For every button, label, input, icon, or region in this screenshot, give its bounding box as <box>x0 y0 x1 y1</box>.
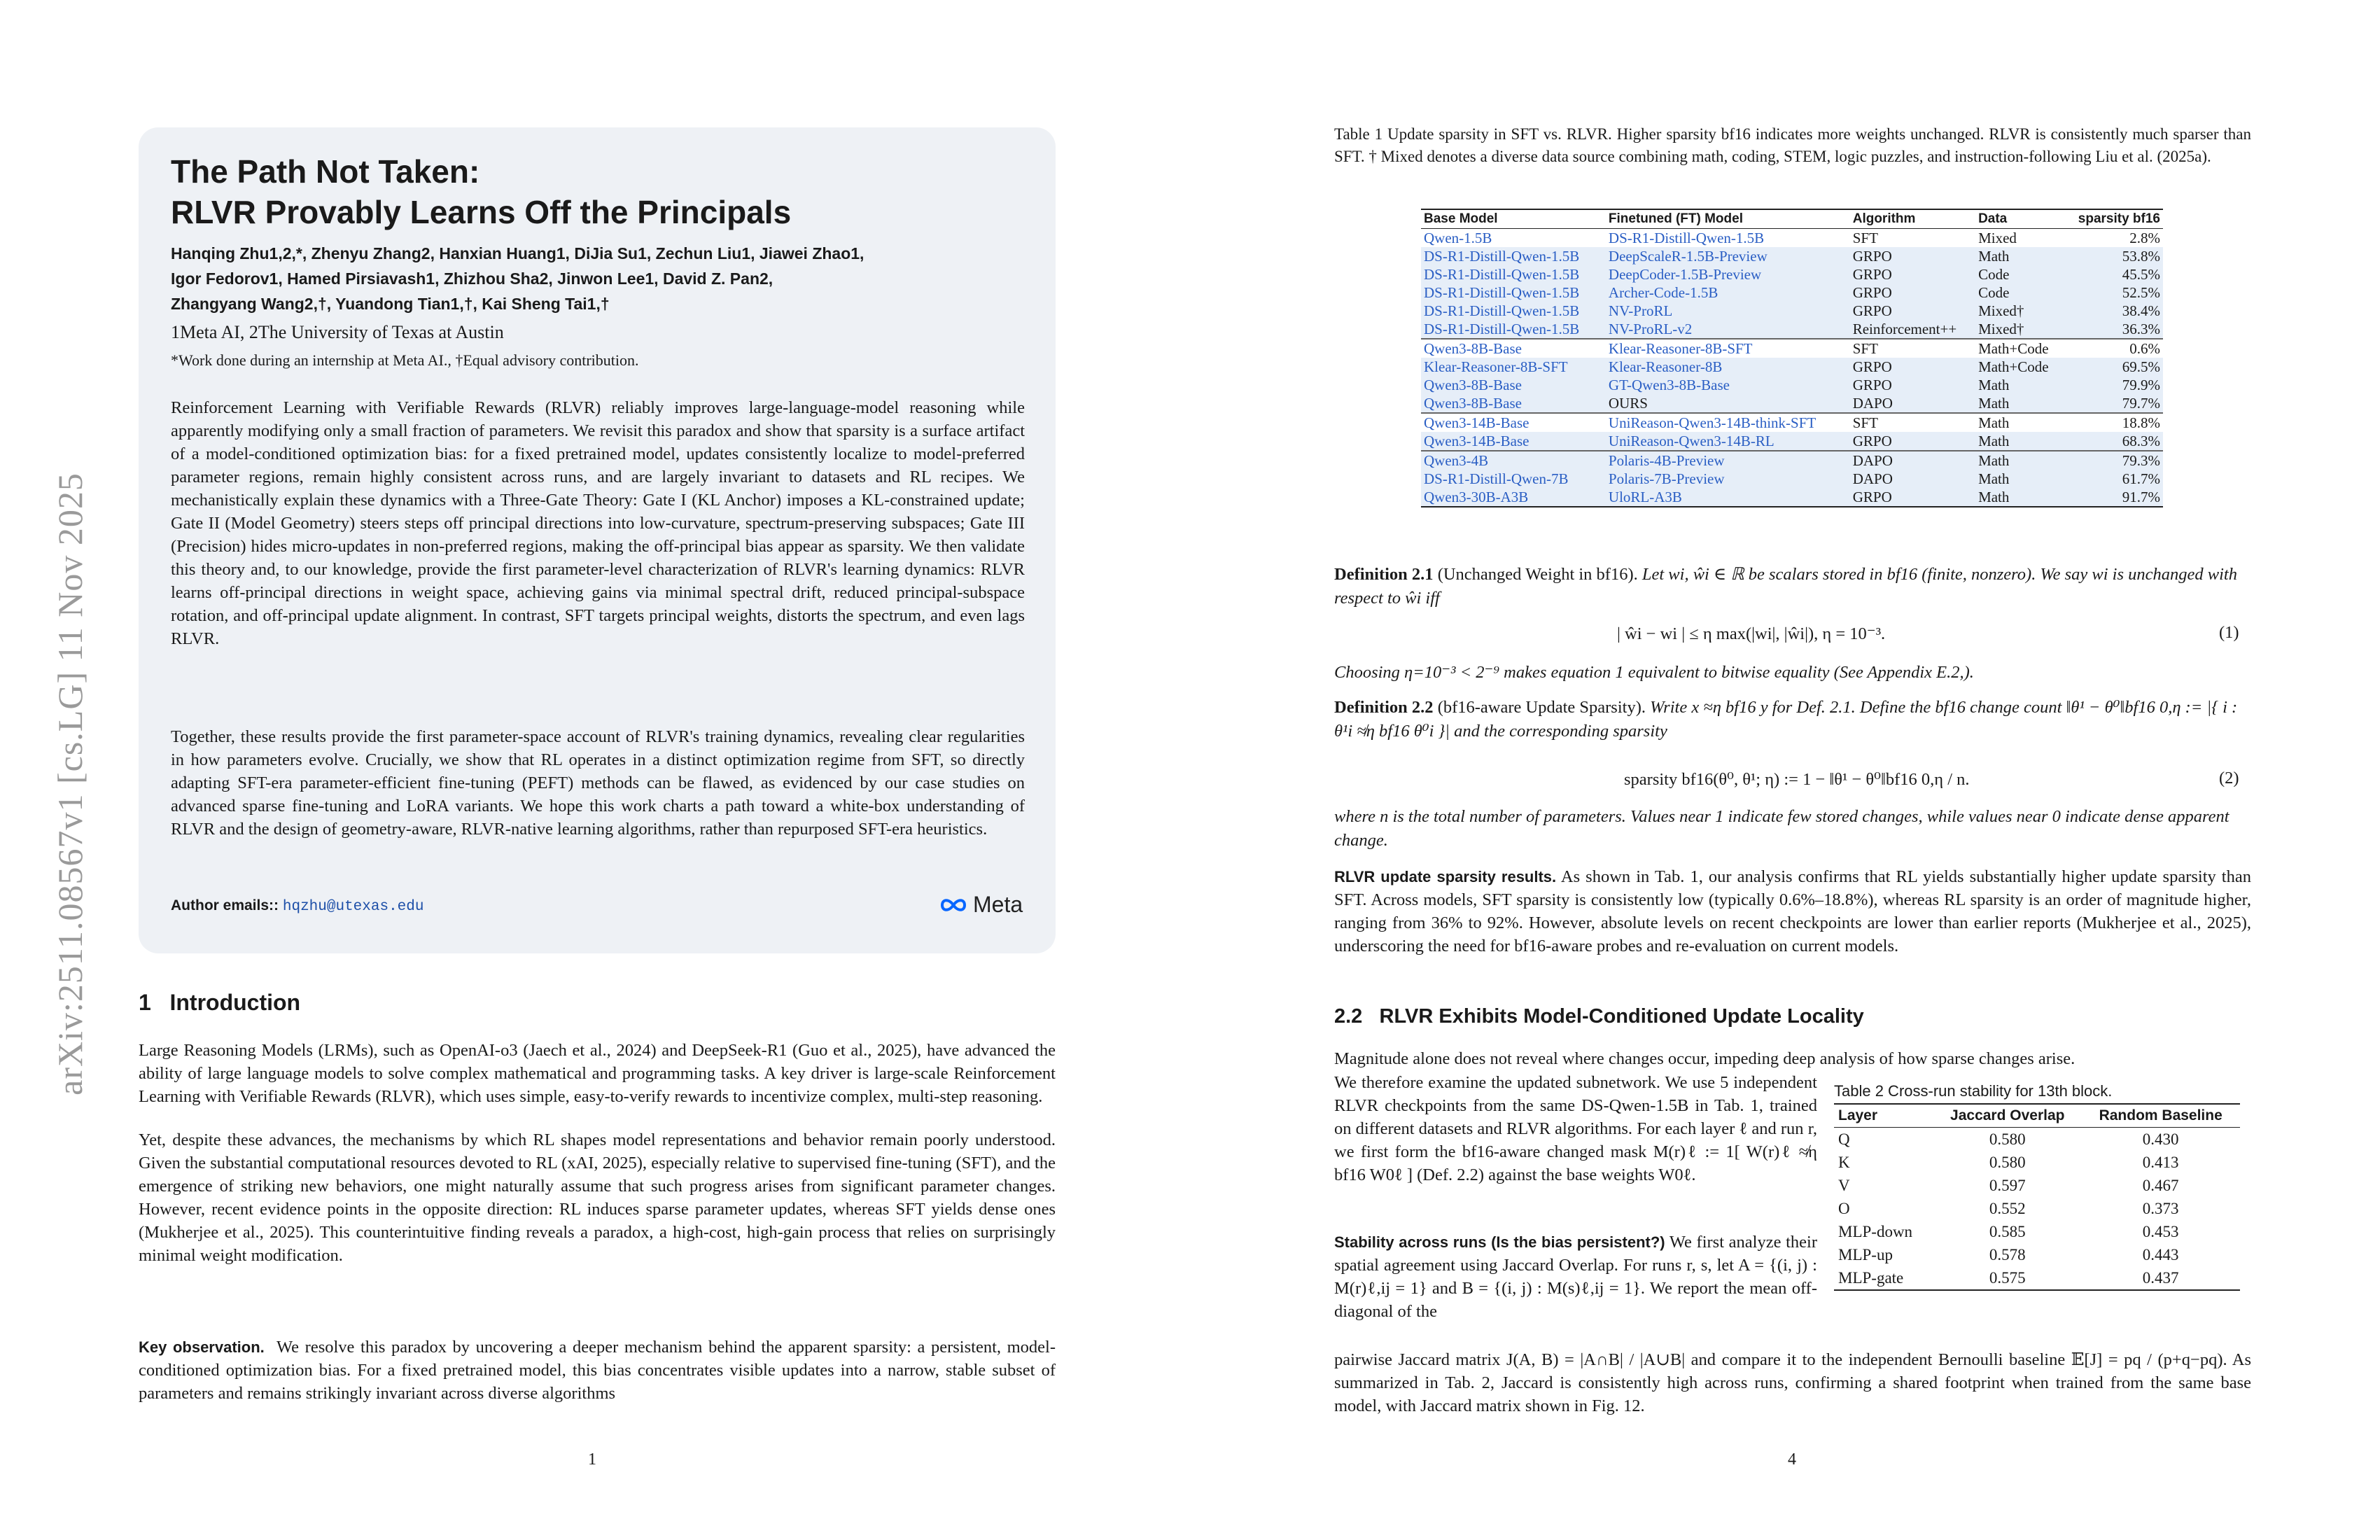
table2-cross-run-stability <box>1834 1103 2240 1291</box>
equation-1-number: (1) <box>2219 623 2239 642</box>
table2-cell: 0.575 <box>1933 1266 2081 1290</box>
table2-cell: K <box>1838 1154 1850 1171</box>
intro-paragraph-1: Large Reasoning Models (LRMs), such as OpenAI-o3 (Jaech et al., 2024) and DeepSeek-R1 (Guo et al., 2025), have advanced the ability of large language models to solve complex mathematical and programming tasks. A key driver is large-scale Reinforcement Learning with Verifiable Rewards (RLVR), which uses simple, easy-to-verify rewards to incentivize complex, multi-step reasoning. <box>139 1041 1056 1106</box>
table1-cell: GRPO <box>1850 302 1975 320</box>
table1-cell: 61.7% <box>2062 470 2163 488</box>
table1-cell[interactable]: GT-Qwen3-8B-Base <box>1606 376 1850 394</box>
table2-caption: Table 2 Cross-run stability for 13th block. <box>1834 1082 2113 1100</box>
table2-cell: 0.453 <box>2142 1223 2179 1240</box>
table1-cell: Math <box>1975 394 2062 413</box>
equation-1: | ŵi − wi | ≤ η max(|wi|, |ŵi|), η = 10⁻³. <box>1617 624 1886 643</box>
section-2-2-intro: Magnitude alone does not reveal where changes occur, impeding deep analysis of how sparse changes arise. <box>1334 1049 2076 1068</box>
table1-cell: Math <box>1975 247 2062 265</box>
page-number-left: 1 <box>588 1450 596 1469</box>
stability-paragraph: Stability across runs (Is the bias persistent?) We first analyze their spatial agreement using Jaccard Overlap. For runs r, s, let A = {(i, j) : M(r)ℓ,ij = 1} and B = {(i, j) : M(s)ℓ,ij = 1}. We report the mean off-diagonal of the <box>1334 1233 1818 1321</box>
table-row <box>1834 1266 2240 1290</box>
table1-cell: 79.3% <box>2062 451 2163 470</box>
table1-cell[interactable]: DS-R1-Distill-Qwen-7B <box>1421 470 1606 488</box>
table1-cell: Mixed† <box>1975 302 2062 320</box>
section-2-2-heading: 2.2 RLVR Exhibits Model-Conditioned Update Locality <box>1334 1005 1864 1028</box>
table-row <box>1421 339 2163 358</box>
affiliations: 1Meta AI, 2The University of Texas at Austin <box>171 322 504 342</box>
table1-cell: 36.3% <box>2062 320 2163 339</box>
table1-cell: GRPO <box>1850 247 1975 265</box>
table-row <box>1421 358 2163 376</box>
table-row <box>1834 1220 2240 1243</box>
table1-cell[interactable]: UniReason-Qwen3-14B-think-SFT <box>1606 413 1850 432</box>
table-row <box>1421 394 2163 413</box>
table1-cell: 2.8% <box>2129 230 2160 246</box>
table2-cell: 0.443 <box>2142 1246 2179 1264</box>
table1-cell: DAPO <box>1850 394 1975 413</box>
table1-cell: Math+Code <box>1975 339 2062 358</box>
intro-paragraph-2: Yet, despite these advances, the mechanisms by which RL shapes model representations and behavior remain poorly understood. Given the substantial computational resources devoted to RL (xAI, 2025), especially relative to supervised fine-tuning (SFT), and the emergence of striking new behaviors, one might naturally assume that such progress arises from significant parameter changes. However, recent evidence points in the opposite direction: RL induces sparse parameter updates, whereas SFT yields dense ones (Mukherjee et al., 2025). This counterintuitive finding reveals a paradox, a high-cost, high-gain process that relies on surprisingly minimal weight modification. <box>139 1130 1056 1265</box>
page-number-right: 4 <box>1788 1450 1796 1469</box>
table1-cell: Math <box>1975 376 2062 394</box>
table1-cell: SFT <box>1850 339 1975 358</box>
table1-cell: Math <box>1975 413 2062 432</box>
table-row <box>1421 229 2163 248</box>
table1-cell[interactable]: UniReason-Qwen3-14B-RL <box>1606 432 1850 451</box>
table1-cell: 38.4% <box>2062 302 2163 320</box>
table2-cell: 0.578 <box>1989 1246 2026 1264</box>
table1-cell: Mixed† <box>1975 320 2062 339</box>
table-row <box>1834 1174 2240 1197</box>
table1-header-cell: Algorithm <box>1850 209 1975 229</box>
table1-cell[interactable]: DeepCoder-1.5B-Preview <box>1606 265 1850 284</box>
table1-cell: 52.5% <box>2062 284 2163 302</box>
table-row <box>1421 302 2163 320</box>
author-list: Hanqing Zhu1,2,*, Zhenyu Zhang2, Hanxian Huang1, DiJia Su1, Zechun Liu1, Jiawei Zhao1, Igor Fedorov1, Hamed Pirsiavash1, Zhizhou Sha2, Jinwon Lee1, David Z. Pan2, Zhangyang Wang2,†, Yuandong Tian1,†, Kai Sheng Tai1,† <box>171 244 864 313</box>
table-row <box>1421 265 2163 284</box>
table2-cell: 0.430 <box>2142 1130 2179 1148</box>
table1-header-cell: sparsity bf16 <box>2062 209 2163 229</box>
table-row <box>1421 451 2163 470</box>
table-row <box>1834 1128 2240 1152</box>
table2-cell: MLP-gate <box>1834 1266 1933 1290</box>
table1-cell: 68.3% <box>2062 432 2163 451</box>
table2-cell: 0.373 <box>2142 1200 2179 1217</box>
table1-cell: GRPO <box>1850 488 1975 507</box>
table2-cell: MLP-down <box>1838 1223 1913 1240</box>
table1-cell[interactable]: Klear-Reasoner-8B <box>1606 358 1850 376</box>
table-row <box>1834 1151 2240 1174</box>
table2-cell: 0.580 <box>1989 1130 2026 1148</box>
table1-cell: Reinforcement++ <box>1850 320 1975 339</box>
table-row <box>1421 247 2163 265</box>
email-link[interactable]: hqzhu@utexas.edu <box>282 899 424 915</box>
table1-cell[interactable]: Qwen3-4B <box>1421 451 1606 470</box>
table1-cell[interactable]: UloRL-A3B <box>1606 488 1850 507</box>
table1-cell[interactable]: Archer-Code-1.5B <box>1606 284 1850 302</box>
table1-cell: GRPO <box>1850 284 1975 302</box>
table2-header-cell: Layer <box>1834 1104 1933 1128</box>
table2-header-cell: Jaccard Overlap <box>1933 1104 2081 1128</box>
table2-cell: Q <box>1838 1130 1850 1148</box>
table1-cell[interactable]: NV-ProRL-v2 <box>1606 320 1850 339</box>
table1-cell: DAPO <box>1850 451 1975 470</box>
table1-cell: GRPO <box>1850 432 1975 451</box>
table-row <box>1421 470 2163 488</box>
table1-cell[interactable]: DS-R1-Distill-Qwen-1.5B <box>1421 302 1606 320</box>
table1-header-cell: Finetuned (FT) Model <box>1606 209 1850 229</box>
sparsity-results-paragraph: RLVR update sparsity results. As shown in Tab. 1, our analysis confirms that RL yields substantially higher update sparsity than SFT. Across models, SFT sparsity is consistently low (typically 0.6%–18.8%), whereas RL sparsity is an order of magnitude higher, ranging from 36% to 92%. However, absolute levels on recent checkpoints are lower than earlier reports (Mukherjee et al., 2025), underscoring the need for bf16-aware probes and re-evaluation on current models. <box>1334 867 2251 955</box>
equation-2: sparsity bf16(θ⁰, θ¹; η) := 1 − ‖θ¹ − θ⁰‖bf16 0,η / n. <box>1624 770 1970 789</box>
table1-cell: Math <box>1975 470 2062 488</box>
table2-cell: 0.467 <box>2142 1177 2179 1194</box>
table1-cell[interactable]: Qwen-1.5B <box>1424 230 1492 246</box>
table1-cell: GRPO <box>1850 358 1975 376</box>
abstract-paragraph-1: Reinforcement Learning with Verifiable Rewards (RLVR) reliably improves large-language-model reasoning while apparently modifying only a small fraction of parameters. We revisit this paradox and show that sparsity is a surface artifact of a model-conditioned optimization bias: for a fixed pretrained model, updates consistently localize to model-preferred parameter regions, remain highly consistent across runs, and are largely invariant to datasets and RL recipes. We mechanistically explain these dynamics with a Three-Gate Theory: Gate I (KL Anchor) imposes a KL-constrained update; Gate II (Model Geometry) steers steps off principal directions into low-curvature, spectrum-preserving subspaces; Gate III (Precision) hides micro-updates in non-preferred regions, making the off-principal bias appear as sparsity. We then validate this theory and, to our knowledge, provide the first parameter-level characterization of RLVR's learning dynamics: RLVR learns off-principal directions in weight space, achieving gains via minimal spectral drift, reduced principal-subspace rotation, and off-principal update alignment. In contrast, SFT targets principal weights, distorts the spectrum, and even lags RLVR. <box>171 398 1025 648</box>
table-row <box>1421 488 2163 507</box>
table1-cell[interactable]: DeepScaleR-1.5B-Preview <box>1606 247 1850 265</box>
table1-cell[interactable]: Qwen3-8B-Base <box>1421 376 1606 394</box>
table1-cell: Code <box>1975 284 2062 302</box>
table1-cell[interactable]: DS-R1-Distill-Qwen-1.5B <box>1421 320 1606 339</box>
author-emails: Author emails:: hqzhu@utexas.edu <box>171 897 424 915</box>
table1-cell: 91.7% <box>2062 488 2163 507</box>
table-row <box>1834 1243 2240 1266</box>
table-row <box>1421 432 2163 451</box>
table1-cell[interactable]: Qwen3-14B-Base <box>1421 413 1606 432</box>
table1-header-cell: Data <box>1975 209 2062 229</box>
table2-cell: MLP-up <box>1838 1246 1893 1264</box>
table1-cell[interactable]: Qwen3-8B-Base <box>1421 394 1606 413</box>
abstract-paragraph-2: Together, these results provide the first parameter-space account of RLVR's training dynamics, revealing clear regularities in how parameters evolve. Crucially, we show that RL operates in a distinct optimization regime from SFT, so directly adapting SFT-era parameter-efficient fine-tuning (PEFT) methods can be flawed, as evidenced by our case studies on advanced sparse fine-tuning and LoRA variants. We hope this work charts a path toward a white-box understanding of RLVR and the design of geometry-aware, RLVR-native learning algorithms, rather than repurposed SFT-era heuristics. <box>171 727 1025 839</box>
table1-cell: SFT <box>1852 230 1878 246</box>
table2-cell: 0.580 <box>1989 1154 2026 1171</box>
definition-2-1: Definition 2.1 (Unchanged Weight in bf16). Let wi, ŵi ∈ ℝ be scalars stored in bf16 (finite, nonzero). We say wi is unchanged with respect to ŵi iff <box>1334 565 2237 608</box>
table2-cell: O <box>1838 1200 1850 1217</box>
choosing-eta-text: Choosing η=10⁻³ < 2⁻⁹ makes equation 1 equivalent to bitwise equality (See Appendix E.2,). <box>1334 663 1974 682</box>
table2-cell: 0.413 <box>2142 1154 2179 1171</box>
table1-cell[interactable]: DS-R1-Distill-Qwen-1.5B <box>1608 230 1765 246</box>
table2-header-cell: Random Baseline <box>2081 1104 2240 1128</box>
table1-cell[interactable]: Qwen3-8B-Base <box>1421 339 1606 358</box>
table1-cell[interactable]: DS-R1-Distill-Qwen-1.5B <box>1421 247 1606 265</box>
table1-cell[interactable]: Qwen3-30B-A3B <box>1421 488 1606 507</box>
table2-cell: 0.437 <box>2081 1266 2240 1290</box>
table-row <box>1421 376 2163 394</box>
table1-cell[interactable]: Polaris-4B-Preview <box>1606 451 1850 470</box>
table2-cell: 0.552 <box>1989 1200 2026 1217</box>
table1-cell: Math <box>1975 488 2062 507</box>
table1-cell: 45.5% <box>2062 265 2163 284</box>
stability-paragraph-continued: pairwise Jaccard matrix J(A, B) = |A∩B| / |A∪B| and compare it to the independent Bernoulli baseline 𝔼[J] = pq / (p+q−pq). As summarized in Tab. 2, Jaccard is consistently high across runs, confirming a shared footprint when trained from the same base model, with Jaccard matrix shown in Fig. 12. <box>1334 1350 2251 1415</box>
equation-2-number: (2) <box>2219 769 2239 788</box>
table1-cell: SFT <box>1850 413 1975 432</box>
table1-cell: Math <box>1975 451 2062 470</box>
table1-cell[interactable]: Qwen3-14B-Base <box>1421 432 1606 451</box>
table-row <box>1421 413 2163 432</box>
meta-logo: Meta <box>938 892 1023 918</box>
table1-cell[interactable]: DS-R1-Distill-Qwen-1.5B <box>1421 265 1606 284</box>
table1-cell[interactable]: NV-ProRL <box>1606 302 1850 320</box>
table1-cell[interactable]: DS-R1-Distill-Qwen-1.5B <box>1421 284 1606 302</box>
section-1-heading: 1 Introduction <box>139 990 301 1015</box>
table1-cell: 79.7% <box>2062 394 2163 413</box>
table1-cell: Code <box>1975 265 2062 284</box>
table1-cell: 0.6% <box>2062 339 2163 358</box>
table1-cell[interactable]: Polaris-7B-Preview <box>1606 470 1850 488</box>
table2-cell: V <box>1838 1177 1850 1194</box>
table-row <box>1421 320 2163 339</box>
section-2-2-narrow-text: We therefore examine the updated subnetwork. We use 5 independent RLVR checkpoints from the same DS-Qwen-1.5B in Tab. 1, trained on different datasets and RLVR algorithms. For each layer ℓ and run r, we first form the bf16-aware changed mask M(r)ℓ := 1[ W(r)ℓ ≉η bf16 W0ℓ ] (Def. 2.2) against the base weights W0ℓ. <box>1334 1073 1817 1184</box>
table1-cell: DAPO <box>1850 470 1975 488</box>
table1-cell: 79.9% <box>2062 376 2163 394</box>
arxiv-watermark: arXiv:2511.08567v1 [cs.LG] 11 Nov 2025 <box>50 472 90 1096</box>
table1-cell: GRPO <box>1850 376 1975 394</box>
table1-cell: 18.8% <box>2062 413 2163 432</box>
table1-cell: GRPO <box>1850 265 1975 284</box>
definition-2-2: Definition 2.2 (bf16-aware Update Sparsity). Write x ≈η bf16 y for Def. 2.1. Define the bf16 change count ‖θ¹ − θ⁰‖bf16 0,η := |{ i : θ¹i ≉η bf16 θ⁰i }| and the corresponding sparsity <box>1334 698 2238 741</box>
table1-cell: Math+Code <box>1975 358 2062 376</box>
table1-header-cell: Base Model <box>1421 209 1606 229</box>
table1-cell: Mixed <box>1978 230 2017 246</box>
table2-cell: 0.597 <box>1989 1177 2026 1194</box>
table1-cell[interactable]: Klear-Reasoner-8B-SFT <box>1421 358 1606 376</box>
table1-cell: Math <box>1975 432 2062 451</box>
table-row <box>1421 284 2163 302</box>
paper-title: The Path Not Taken: RLVR Provably Learns Off the Principals <box>171 153 792 230</box>
table1-cell: OURS <box>1606 394 1850 413</box>
table1-cell[interactable]: Klear-Reasoner-8B-SFT <box>1606 339 1850 358</box>
table1-update-sparsity <box>1421 209 2163 507</box>
table1-cell: 53.8% <box>2062 247 2163 265</box>
definition-2-2-after: where n is the total number of parameters. Values near 1 indicate few stored changes, while values near 0 indicate dense apparent change. <box>1334 807 2230 850</box>
author-footnote: *Work done during an internship at Meta AI., †Equal advisory contribution. <box>171 351 639 369</box>
table2-cell: 0.585 <box>1989 1223 2026 1240</box>
key-observation-paragraph: Key observation. We resolve this paradox by uncovering a deeper mechanism behind the apparent sparsity: a persistent, model-conditioned optimization bias. For a fixed pretrained model, this bias concentrates visible updates into a narrow, stable subset of parameters and remains strikingly invariant across diverse algorithms <box>139 1338 1056 1403</box>
table1-cell: 69.5% <box>2062 358 2163 376</box>
table1-caption: Table 1 Update sparsity in SFT vs. RLVR. Higher sparsity bf16 indicates more weights unchanged. RLVR is consistently much sparser than SFT. † Mixed denotes a diverse data source combining math, coding, STEM, logic puzzles, and instruction-following Liu et al. (2025a). <box>1334 125 2251 165</box>
table-row <box>1834 1197 2240 1220</box>
